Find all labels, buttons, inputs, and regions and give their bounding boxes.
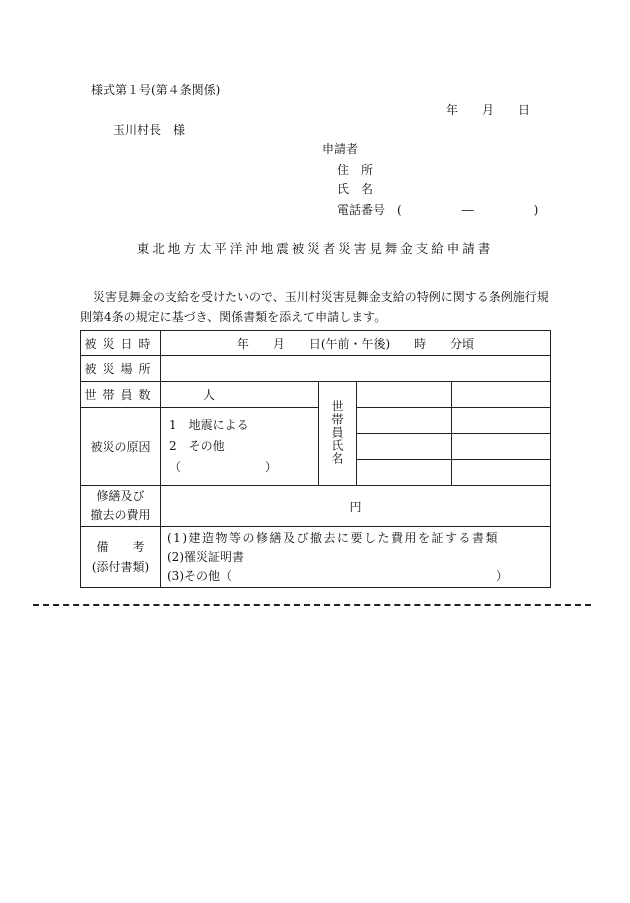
applicant-heading: 申請者 (322, 142, 359, 156)
notes-label-sub: (添付書類) (91, 560, 150, 574)
application-table (80, 330, 551, 588)
household-names-label-cell (319, 382, 357, 486)
household-name-cell[interactable] (357, 408, 452, 434)
disaster-place-field[interactable] (161, 356, 551, 382)
document-title: 東北地方太平洋沖地震被災者災害見舞金支給申請書 (136, 241, 494, 256)
applicant-name-label: 氏 名 (337, 182, 374, 196)
row-disaster-date (81, 331, 551, 356)
household-name-cell[interactable] (357, 434, 452, 460)
row-cause (81, 408, 551, 434)
date-month: 月 (482, 103, 495, 117)
cause-option-1[interactable]: 1 地震による (169, 418, 249, 432)
repair-cost-label-line-2: 撤去の費用 (90, 508, 151, 522)
disaster-place-label: 被災場所 (81, 356, 161, 382)
notes-label (81, 527, 161, 588)
date-line (446, 104, 530, 116)
notes-label-main: 備 考 (96, 540, 145, 554)
attachment-item[interactable]: (3)その他（ ） (167, 568, 509, 583)
date-day: 日 (518, 103, 531, 117)
attachments-list (161, 527, 551, 588)
body-text: 災害見舞金の支給を受けたいので、玉川村災害見舞金支給の特例に関する条例施行規則第4条の規定に基づき、関係書類を添えて申請します。 (80, 290, 549, 324)
repair-cost-field[interactable]: 円 (161, 486, 551, 527)
cause-label: 被災の原因 (81, 408, 161, 486)
row-repair-cost (81, 486, 551, 527)
disaster-date-field[interactable]: 年 月 日(午前・午後) 時 分頃 (161, 331, 551, 356)
repair-cost-label-line-1: 修繕及び (96, 489, 145, 503)
form-number: 様式第１号(第４条関係) (91, 83, 221, 97)
applicant-address-label: 住 所 (337, 163, 374, 177)
row-disaster-place (81, 356, 551, 382)
cut-line (33, 604, 591, 606)
attachment-item: (2)罹災証明書 (167, 549, 244, 564)
household-count-field[interactable] (161, 382, 319, 408)
row-notes (81, 527, 551, 588)
disaster-date-label: 被災日時 (81, 331, 161, 356)
household-name-cell[interactable] (357, 382, 452, 408)
cause-options (161, 408, 319, 486)
repair-cost-label (81, 486, 161, 527)
household-name-cell[interactable] (452, 434, 551, 460)
household-name-cell[interactable] (452, 408, 551, 434)
attachment-item: (1)建造物等の修繕及び撤去に要した費用を証する書類 (167, 530, 500, 545)
household-count-unit: 人 (203, 388, 216, 402)
household-name-cell[interactable] (357, 460, 452, 486)
applicant-phone-label: 電話番号 ( ― ) (337, 203, 539, 217)
addressee: 玉川村長 様 (113, 123, 186, 137)
household-name-cell[interactable] (452, 460, 551, 486)
cause-option-2[interactable]: 2 その他（ ） (169, 439, 278, 474)
household-names-label: 世帯員氏名 (330, 399, 344, 465)
household-name-cell[interactable] (452, 382, 551, 408)
row-household (81, 382, 551, 408)
date-year: 年 (446, 103, 459, 117)
household-count-label: 世帯員数 (81, 382, 161, 408)
